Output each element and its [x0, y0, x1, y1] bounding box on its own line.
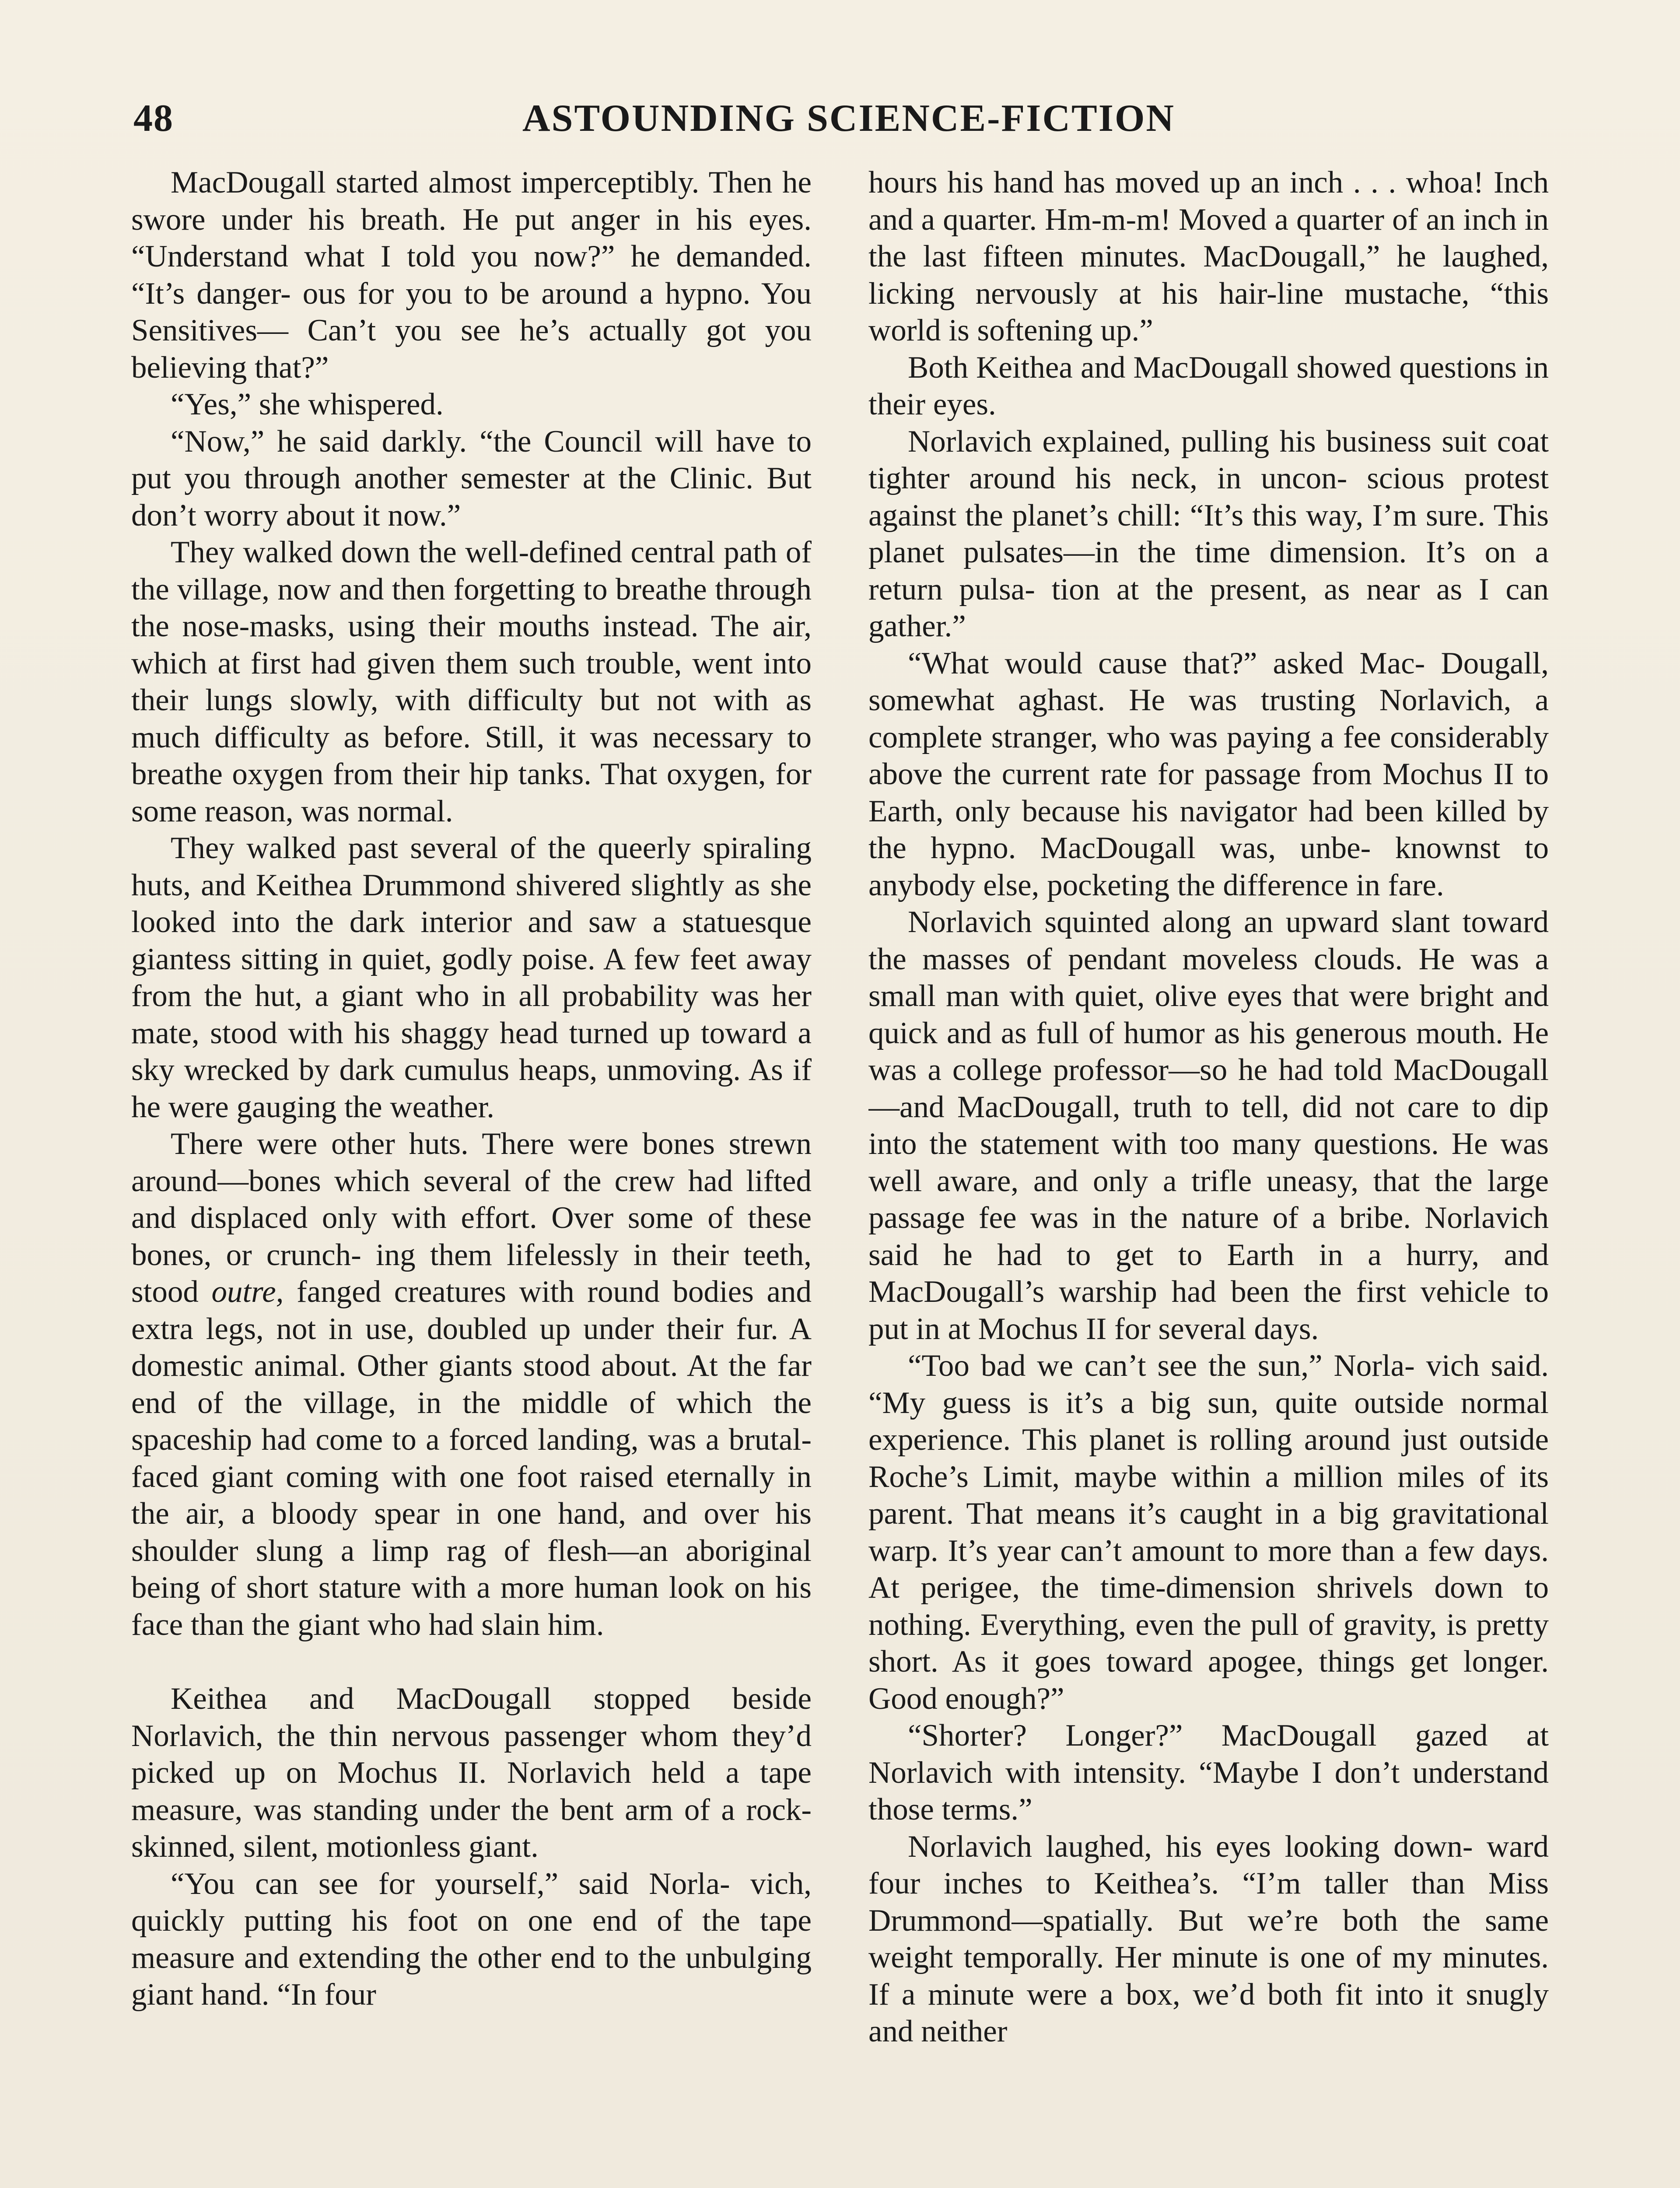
paragraph: “Shorter? Longer?” MacDougall gazed at Norlavich with intensity. “Maybe I don’t understand those terms.” [868, 1718, 1549, 1827]
paragraph-text: fanged creatures with round bodies and extra legs, not in use, doubled up under their fur. A domestic animal. Other giants stood about. At the far end of the village, in the middle of which the spaceship had come to a forced landing, was a brutal-faced giant coming with one foot raised eternally in the air, a bloody spear in one hand, and over his shoulder slung a limp rag of flesh—an aboriginal being of short stature with a more human look on his face than the giant who had slain him. [131, 1275, 812, 1642]
running-head-title: ASTOUNDING SCIENCE-FICTION [522, 97, 1175, 140]
paragraph: MacDougall started almost imperceptibly. Then he swore under his breath. He put anger in his eyes. “Understand what I told you now?” he demanded. “It’s danger- ous for you to be around a hypno. You Sensitives— Can’t you see he’s actually got you believing that?” [131, 165, 812, 385]
page-header [133, 96, 1564, 149]
right-text-column [868, 164, 1549, 2188]
paragraph: hours his hand has moved up an inch . . . whoa! Inch and a quarter. Hm-m-m! Moved a quarter of an inch in the last fifteen minutes. MacDougall,” he laughed, licking nervously at his hair-line mustache, “this world is softening up.” [868, 165, 1549, 347]
paragraph: They walked down the well-defined central path of the village, now and then forgetting to breathe through the nose-masks, using their mouths instead. The air, which at first had given them such trouble, went into their lungs slowly, with difficulty but not with as much difficulty as before. Still, it was necessary to breathe oxygen from their hip tanks. That oxygen, for some reason, was normal. [131, 535, 812, 828]
paragraph: “What would cause that?” asked Mac- Dougall, somewhat aghast. He was trusting Norlavich, a complete stranger, who was paying a fee considerably above the current rate for passage from Mochus II to Earth, only because his navigator had been killed by the hypno. MacDougall was, unbe- knownst to anybody else, pocketing the difference in fare. [868, 646, 1549, 902]
paragraph: “You can see for yourself,” said Norla- vich, quickly putting his foot on one end of the tape measure and extending the other end to the unbulging giant hand. “In four [131, 1866, 812, 2012]
paragraph: Keithea and MacDougall stopped beside Norlavich, the thin nervous passenger whom they’d picked up on Mochus II. Norlavich held a tape measure, was standing under the bent arm of a rock-skinned, silent, motionless giant. [131, 1682, 812, 1864]
paragraph: Norlavich laughed, his eyes looking down- ward four inches to Keithea’s. “I’m taller than Miss Drummond—spatially. But we’re both the same weight temporally. Her minute is one of my minutes. If a minute were a box, we’d both fit into it snugly and neither [868, 1829, 1549, 2048]
paragraph-text: There were other huts. There were bones strewn around—bones which several of the crew had lifted and displaced only with effort. Over some of these bones, or crunch- ing them lifelessly in their teeth, stood [131, 1127, 812, 1309]
paragraph: “Now,” he said darkly. “the Council will have to put you through another semester at the Clinic. But don’t worry about it now.” [131, 424, 812, 533]
paragraph: “Yes,” she whispered. [171, 387, 444, 421]
italic-word: outre, [211, 1275, 284, 1309]
paragraph: Both Keithea and MacDougall showed questions in their eyes. [868, 350, 1549, 421]
paragraph: “Too bad we can’t see the sun,” Norla- vich said. “My guess is it’s a big sun, quite outside normal experience. This planet is rolling around just outside Roche’s Limit, maybe within a million miles of its parent. That means it’s caught in a big gravitational warp. It’s year can’t amount to more than a few days. At perigee, the time-dimension shrivels down to nothing. Everything, even the pull of gravity, is pretty short. As it goes toward apogee, things get longer. Good enough?” [868, 1349, 1549, 1716]
page-number: 48 [133, 97, 174, 140]
paragraph: They walked past several of the queerly spiraling huts, and Keithea Drummond shivered slightly as she looked into the dark interior and saw a statuesque giantess sitting in quiet, godly poise. A few feet away from the hut, a giant who in all probability was her mate, stood with his shaggy head turned up toward a sky wrecked by dark cumulus heaps, unmoving. As if he were gauging the weather. [131, 831, 812, 1124]
paragraph: Norlavich squinted along an upward slant toward the masses of pendant moveless clouds. He was a small man with quiet, olive eyes that were bright and quick and as full of humor as his generous mouth. He was a college professor—so he had told MacDougall—and MacDougall, truth to tell, did not care to dip into the statement with too many questions. He was well aware, and only a trifle uneasy, that the large passage fee was in the nature of a bribe. Norlavich said he had to get to Earth in a hurry, and MacDougall’s warship had been the first vehicle to put in at Mochus II for several days. [868, 905, 1549, 1346]
paragraph: Norlavich explained, pulling his business suit coat tighter around his neck, in uncon- scious protest against the planet’s chill: “It’s this way, I’m sure. This planet pulsates—in the time dimension. It’s on a return pulsa- tion at the present, as near as I can gather.” [868, 424, 1549, 643]
paragraph [131, 1126, 812, 1643]
left-text-column [131, 164, 812, 2188]
